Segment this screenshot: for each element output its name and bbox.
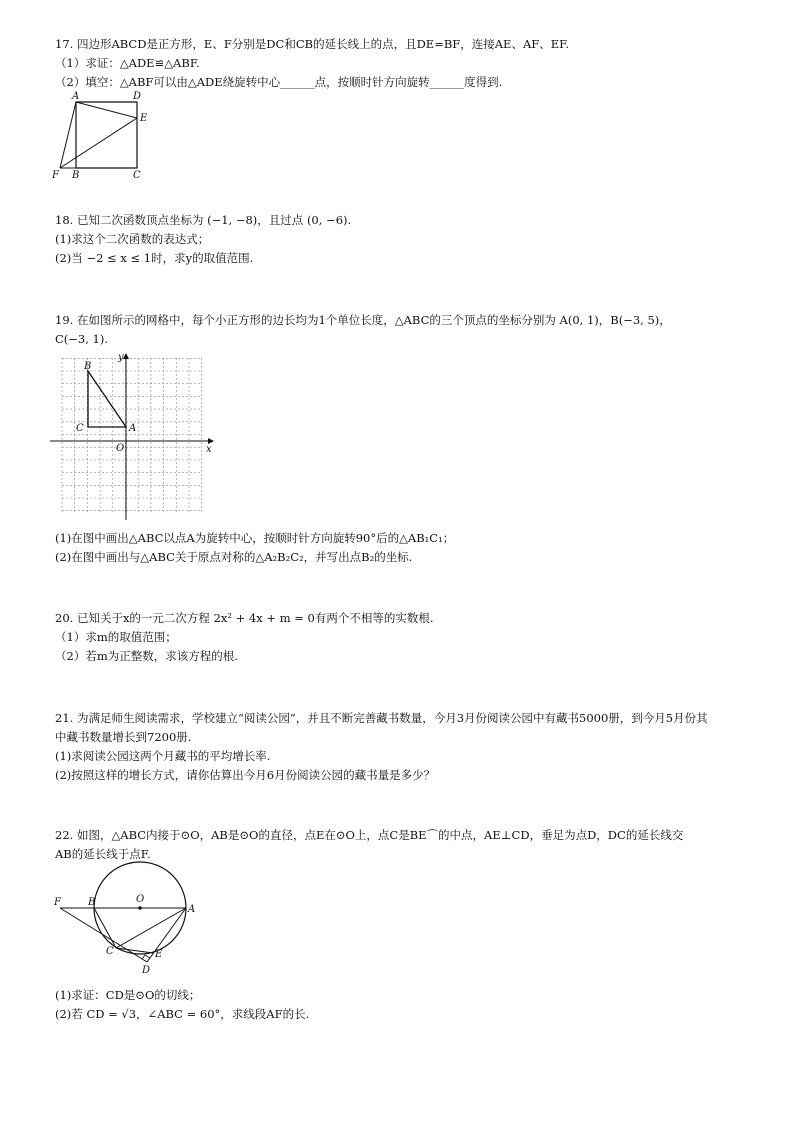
q17-label-f: F <box>52 170 59 178</box>
q22-center-point <box>138 906 142 910</box>
q22-stem-line2: AB的延长线于点F. <box>55 847 151 861</box>
q19-y-arrow <box>123 353 129 359</box>
q17-part2: （2）填空：△ABF可以由△ADE绕旋转中心______点，按顺时针方向旋转______度得到. <box>55 75 503 89</box>
q19-triangle-abc <box>88 371 126 427</box>
q17-label-d: D <box>133 91 142 102</box>
q18-stem: 18. 已知二次函数顶点坐标为 (−1, −8)，且过点 (0, −6). <box>55 213 352 227</box>
q22-segment-fd <box>60 908 147 962</box>
q19-label-b: B <box>84 361 92 372</box>
q20-part2: （2）若m为正整数，求该方程的根. <box>55 649 238 663</box>
q18-part2: (2)当 −2 ≤ x ≤ 1时，求y的取值范围. <box>55 251 254 265</box>
q22-right-angle-mark <box>142 955 150 959</box>
q17-part1: （1）求证：△ADE≌△ABF. <box>55 56 200 70</box>
q19-label-c: C <box>76 423 84 434</box>
q22-segment-ad <box>147 908 186 962</box>
q19-stem-line1: 19. 在如图所示的网格中，每个小正方形的边长均为1个单位长度，△ABC的三个顶点的坐标分别为 A(0, 1)，B(−3, 5)， <box>55 313 671 327</box>
q22-label-o: O <box>136 894 145 905</box>
q17-segment-ae <box>76 102 137 118</box>
q22-segment-bc <box>94 908 116 948</box>
q21-stem-line2: 中藏书数量增长到7200册. <box>55 730 192 744</box>
q21-part2: (2)按照这样的增长方式，请你估算出今月6月份阅读公园的藏书量是多少？ <box>55 768 436 782</box>
q19-stem-line2: C(−3, 1). <box>55 332 109 346</box>
q22-segment-ca <box>116 908 186 948</box>
q17-segment-af <box>60 102 76 168</box>
q22-part1: (1)求证：CD是⊙O的切线； <box>55 988 201 1002</box>
q22-label-b: B <box>88 897 96 908</box>
q20-part1: （1）求m的取值范围； <box>55 630 177 644</box>
q22-label-e: E <box>155 949 163 960</box>
q19-label-x: x <box>206 444 212 455</box>
q17-label-b: B <box>72 170 80 178</box>
q19-label-a: A <box>129 423 137 434</box>
q22-label-a: A <box>188 904 196 915</box>
q22-label-f: F <box>54 897 61 908</box>
q22-part2: (2)若 CD = √3，∠ABC = 60°，求线段AF的长. <box>55 1007 310 1021</box>
q17-label-a: A <box>72 91 80 102</box>
q17-label-e: E <box>140 113 148 124</box>
q22-label-d: D <box>142 965 151 976</box>
q19-label-y: y <box>118 352 124 363</box>
q22-circle-figure <box>50 858 200 978</box>
q20-stem: 20. 已知关于x的一元二次方程 2x² + 4x + m = 0有两个不相等的实数根. <box>55 611 434 625</box>
q17-label-c: C <box>133 170 141 178</box>
q21-stem-line1: 21. 为满足师生阅读需求，学校建立“阅读公园”，并且不断完善藏书数量，今月3月份阅读公园中有藏书5000册，到今月5月份其 <box>55 711 708 725</box>
q19-part1: (1)在图中画出△ABC以点A为旋转中心，按顺时针方向旋转90°后的△AB₁C₁； <box>55 531 455 545</box>
q22-label-c: C <box>106 946 114 957</box>
q18-part1: (1)求这个二次函数的表达式； <box>55 232 210 246</box>
q22-stem-line1: 22. 如图，△ABC内接于⊙O，AB是⊙O的直径，点E在⊙O上，点C是BE⌒的中点，AE⊥CD，垂足为点D，DC的延长线交 <box>55 828 684 842</box>
q19-label-o: O <box>116 443 125 454</box>
q17-square-figure <box>48 88 158 178</box>
q21-part1: (1)求阅读公园这两个月藏书的平均增长率. <box>55 749 271 763</box>
q17-stem: 17. 四边形ABCD是正方形，E、F分别是DC和CB的延长线上的点，且DE=BF，连接AE、AF、EF. <box>55 37 569 51</box>
q17-segment-ef <box>60 118 137 168</box>
q19-grid-figure <box>50 350 220 525</box>
q17-square <box>76 102 137 168</box>
q19-part2: (2)在图中画出与△ABC关于原点对称的△A₂B₂C₂，并写出点B₂的坐标. <box>55 550 413 564</box>
